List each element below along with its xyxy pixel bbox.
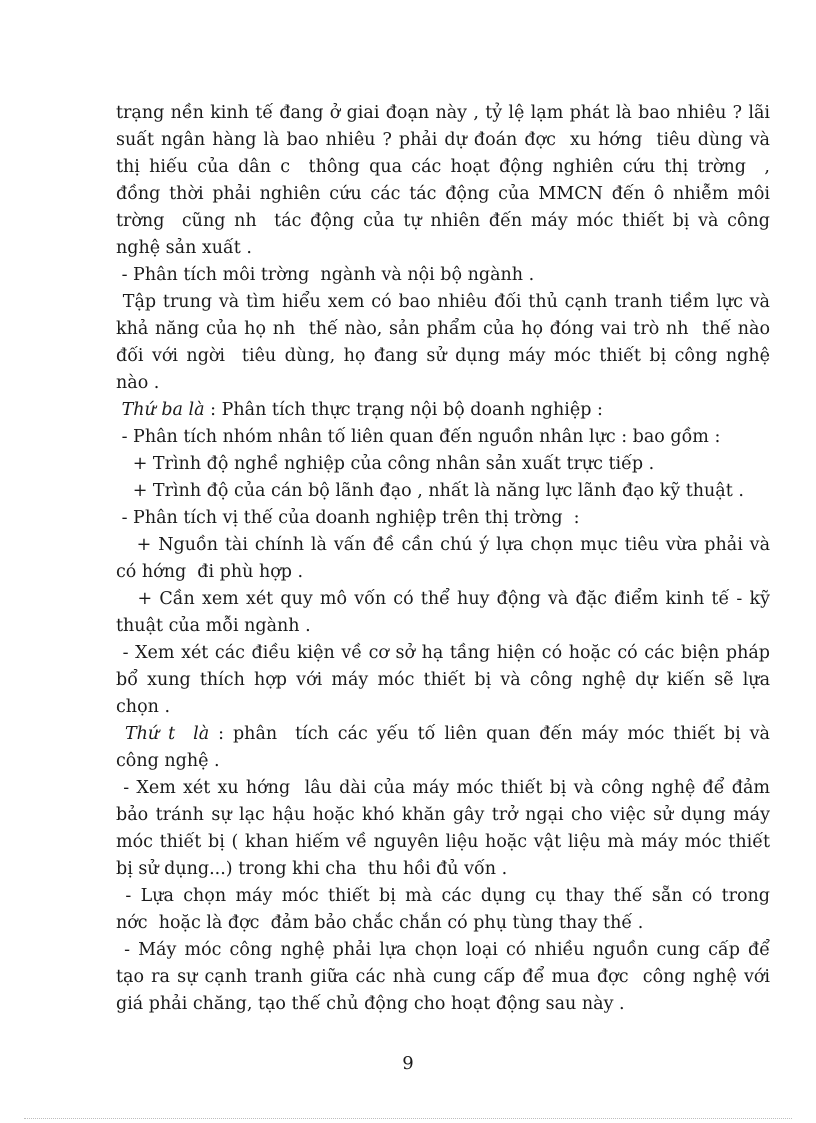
section-lead: Thứ ba là <box>116 400 205 420</box>
text-line <box>116 910 770 937</box>
text-line <box>116 829 770 856</box>
text-line <box>116 991 770 1018</box>
line-text: nghệ sản xuất . <box>116 238 252 258</box>
page-number: 9 <box>402 1053 414 1074</box>
line-text: nào . <box>116 373 160 393</box>
text-line <box>116 802 770 829</box>
text-line <box>116 667 770 694</box>
text-line <box>116 451 770 478</box>
text-line <box>116 505 770 532</box>
line-text: + Trình độ của cán bộ lãnh đạo , nhất là năng lực lãnh đạo kỹ thuật . <box>116 481 744 501</box>
text-line <box>116 397 770 424</box>
text-line <box>116 937 770 964</box>
line-text: - Xem xét các điều kiện về cơ sở hạ tầng hiện có hoặc có các biện pháp <box>116 643 770 663</box>
text-line <box>116 289 770 316</box>
text-line <box>116 586 770 613</box>
text-line <box>116 154 770 181</box>
text-line <box>116 748 770 775</box>
text-line <box>116 343 770 370</box>
line-text: thị hiếu của dân c thông qua các hoạt động nghiên cứu thị trờng , <box>116 157 770 177</box>
text-line <box>116 856 770 883</box>
line-text: chọn . <box>116 697 171 717</box>
text-line <box>116 370 770 397</box>
line-text: : phân tích các yếu tố liên quan đến máy móc thiết bị và <box>209 724 770 744</box>
text-line <box>116 775 770 802</box>
body-text <box>116 100 770 1018</box>
line-text: - Phân tích vị thế của doanh nghiệp trên thị trờng : <box>116 508 580 528</box>
text-line <box>116 100 770 127</box>
line-text: bổ xung thích hợp với máy móc thiết bị và công nghệ dự kiến sẽ lựa <box>116 670 770 690</box>
text-line <box>116 640 770 667</box>
line-text: - Phân tích nhóm nhân tố liên quan đến nguồn nhân lực : bao gồm : <box>116 427 721 447</box>
line-text: trạng nền kinh tế đang ở giai đoạn này , tỷ lệ lạm phát là bao nhiêu ? lãi <box>116 103 770 123</box>
text-line <box>116 478 770 505</box>
line-text: đồng thời phải nghiên cứu các tác động của MMCN đến ô nhiễm môi <box>116 184 770 204</box>
page-bottom-rule <box>24 1118 792 1119</box>
line-text: thuật của mỗi ngành . <box>116 616 311 636</box>
text-line <box>116 532 770 559</box>
text-line <box>116 127 770 154</box>
text-line <box>116 694 770 721</box>
line-text: khả năng của họ nh thế nào, sản phẩm của họ đóng vai trò nh thế nào <box>116 319 770 339</box>
line-text: + Nguồn tài chính là vấn đề cần chú ý lựa chọn mục tiêu vừa phải và <box>116 535 770 555</box>
text-line <box>116 235 770 262</box>
text-line <box>116 721 770 748</box>
text-line <box>116 883 770 910</box>
text-line <box>116 316 770 343</box>
text-line <box>116 208 770 235</box>
line-text: tạo ra sự cạnh tranh giữa các nhà cung cấp để mua đợc công nghệ với <box>116 967 770 987</box>
text-line <box>116 559 770 586</box>
line-text: đối với ngời tiêu dùng, họ đang sử dụng máy móc thiết bị công nghệ <box>116 346 770 366</box>
line-text: giá phải chăng, tạo thế chủ động cho hoạt động sau này . <box>116 994 625 1014</box>
text-line <box>116 964 770 991</box>
line-text: : Phân tích thực trạng nội bộ doanh nghiệp : <box>204 400 603 420</box>
text-line <box>116 262 770 289</box>
line-text: - Lựa chọn máy móc thiết bị mà các dụng cụ thay thế sẵn có trong <box>116 886 770 906</box>
line-text: - Máy móc công nghệ phải lựa chọn loại có nhiều nguồn cung cấp để <box>116 940 770 960</box>
line-text: + Trình độ nghề nghiệp của công nhân sản xuất trực tiếp . <box>116 454 655 474</box>
text-line <box>116 613 770 640</box>
line-text: có hớng đi phù hợp . <box>116 562 304 582</box>
line-text: + Cần xem xét quy mô vốn có thể huy động và đặc điểm kinh tế - kỹ <box>116 589 770 609</box>
line-text: bị sử dụng...) trong khi cha thu hồi đủ vốn . <box>116 859 508 879</box>
line-text: trờng cũng nh tác động của tự nhiên đến máy móc thiết bị và công <box>116 211 770 231</box>
section-lead: Thứ t là <box>116 724 210 744</box>
text-line <box>116 181 770 208</box>
line-text: công nghệ . <box>116 751 220 771</box>
line-text: - Phân tích môi trờng ngành và nội bộ ngành . <box>116 265 535 285</box>
line-text: Tập trung và tìm hiểu xem có bao nhiêu đối thủ cạnh tranh tiềm lực và <box>116 292 770 312</box>
line-text: bảo tránh sự lạc hậu hoặc khó khăn gây trở ngại cho việc sử dụng máy <box>116 805 770 825</box>
line-text: - Xem xét xu hớng lâu dài của máy móc thiết bị và công nghệ để đảm <box>116 778 770 798</box>
line-text: suất ngân hàng là bao nhiêu ? phải dự đoán đợc xu hớng tiêu dùng và <box>116 130 770 150</box>
text-line <box>116 424 770 451</box>
line-text: móc thiết bị ( khan hiếm về nguyên liệu hoặc vật liệu mà máy móc thiết <box>116 832 770 852</box>
line-text: nớc hoặc là đợc đảm bảo chắc chắn có phụ tùng thay thế . <box>116 913 644 933</box>
